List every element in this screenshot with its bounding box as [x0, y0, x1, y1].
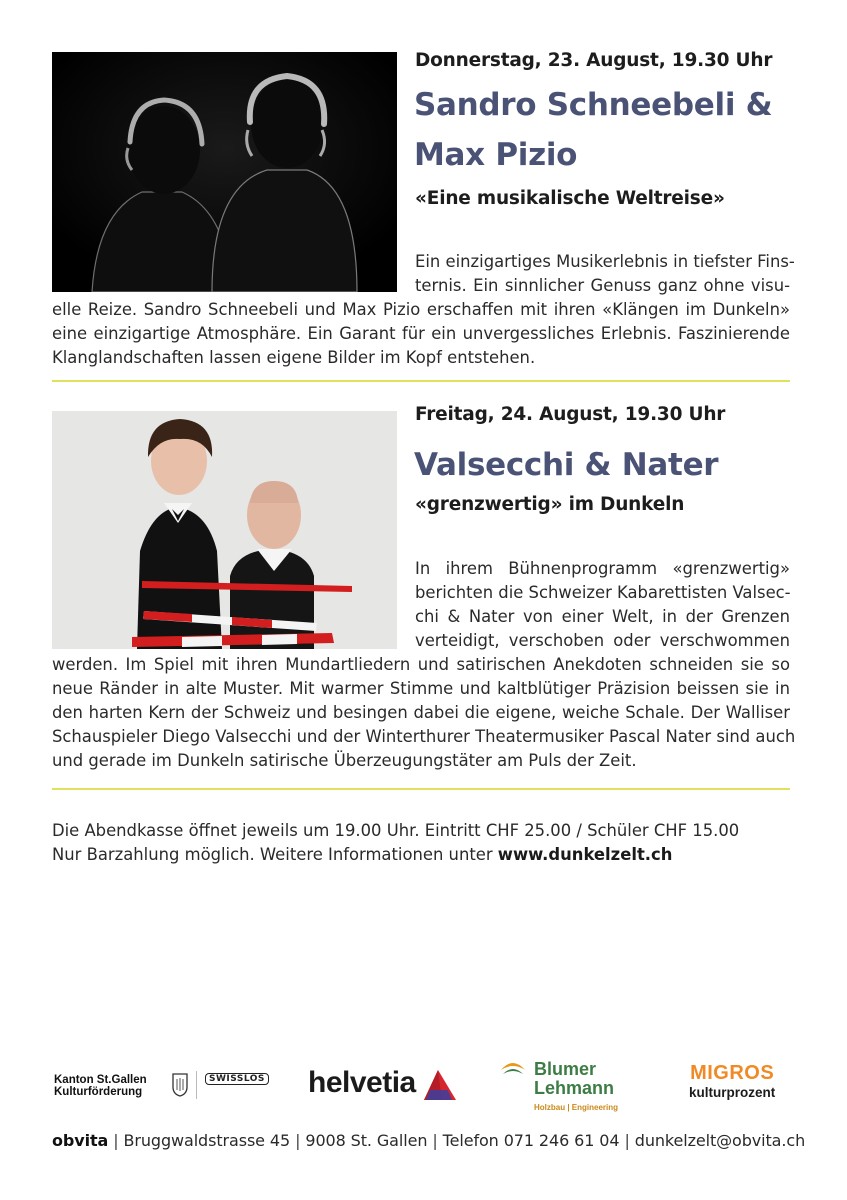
event2-body-line: Schauspieler Diego Valsecchi und der Winterthurer Theatermusiker Pascal Nater sind auch: [52, 727, 796, 746]
event1-description-full: [52, 298, 790, 370]
event2-body-line: berichten die Schweizer Kabarettisten Valsec-: [415, 583, 791, 602]
event2-description: [415, 557, 790, 653]
duo-wrapped-in-tape-image: [52, 411, 397, 649]
event2-photo: [52, 411, 397, 649]
footer-street: Bruggwaldstrasse 45: [123, 1131, 291, 1150]
kulturprozent-wordmark: kulturprozent: [689, 1085, 776, 1100]
event2-body-line: chi & Nater von einer Welt, in der Grenzen: [415, 607, 790, 626]
crest-icon: [172, 1073, 188, 1097]
footer-phone: Telefon 071 246 61 04: [442, 1131, 620, 1150]
event2-body-line: werden. Im Spiel mit ihren Mundartliedern und satirischen Anekdoten schneiden sie so: [52, 655, 790, 674]
event1-description: [415, 250, 795, 298]
migros-kulturprozent-logo: [689, 1062, 775, 1100]
swisslos-logo: SWISSLOS: [205, 1073, 269, 1085]
event1-body-line: ternis. Ein sinnlicher Genuss ganz ohne visu-: [415, 276, 790, 295]
info-line-1: Die Abendkasse öffnet jeweils um 19.00 Uhr. Eintritt CHF 25.00 / Schüler CHF 15.00: [52, 821, 740, 840]
footer-org: obvita: [52, 1131, 109, 1150]
event1-date: Donnerstag, 23. August, 19.30 Uhr: [415, 50, 773, 71]
silhouette-duo-image: [52, 52, 397, 292]
website-link[interactable]: www.dunkelzelt.ch: [497, 845, 673, 864]
blumer-tagline: Holzbau | Engineering: [534, 1103, 619, 1112]
event2-title: Valsecchi & Nater: [414, 447, 719, 483]
info-line-2-text: Nur Barzahlung möglich. Weitere Informationen unter: [52, 845, 498, 864]
event1-subtitle: «Eine musikalische Weltreise»: [415, 188, 725, 209]
event2-subtitle: «grenzwertig» im Dunkeln: [415, 494, 685, 515]
blumer-line1: Blumer: [534, 1059, 597, 1079]
event2-date: Freitag, 24. August, 19.30 Uhr: [415, 404, 726, 425]
footer-separator: |: [624, 1131, 630, 1150]
helvetia-triangle-icon: [422, 1068, 458, 1102]
event2-body-line: den harten Kern der Schweiz und besingen dabei die eigene, weiche Schale. Der Walliser: [52, 703, 790, 722]
event1-body-line: Klanglandschaften lassen eigene Bilder im Kopf entstehen.: [52, 348, 536, 367]
event1-body-line: eine einzigartige Atmosphäre. Ein Garant für ein unvergessliches Erlebnis. Faszinierende: [52, 324, 790, 343]
blumer-line2: Lehmann: [534, 1078, 615, 1098]
blumer-lehmann-leaf-icon: [500, 1058, 526, 1078]
migros-wordmark: MIGROS: [690, 1062, 775, 1084]
event1-photo: [52, 52, 397, 292]
kanton-line2: Kulturförderung: [54, 1086, 143, 1098]
footer-separator: |: [432, 1131, 438, 1150]
event2-body-line: neue Ränder in alte Muster. Mit warmer Stimme und kaltblütiger Präzision beissen sie in: [52, 679, 790, 698]
box-office-info: [52, 819, 739, 867]
footer-email[interactable]: dunkelzelt@obvita.ch: [634, 1131, 806, 1150]
helvetia-wordmark: helvetia: [308, 1066, 416, 1099]
divider-2: [52, 788, 790, 790]
event1-title-line2: Max Pizio: [414, 137, 578, 173]
event2-description-full: [52, 653, 796, 773]
event1-body-line: elle Reize. Sandro Schneebeli und Max Pizio erschaffen mit ihren «Klängen im Dunkeln»: [52, 300, 790, 319]
event1-title-line1: Sandro Schneebeli &: [414, 87, 773, 123]
event2-body-line: In ihrem Bühnenprogramm «grenzwertig»: [415, 559, 790, 578]
blumer-lehmann-logo: [534, 1060, 618, 1117]
helvetia-logo: [308, 1066, 416, 1100]
footer-city: 9008 St. Gallen: [305, 1131, 428, 1150]
event1-body-line: Ein einzigartiges Musikerlebnis in tiefster Fins-: [415, 252, 795, 271]
kanton-stgallen-logo: [54, 1074, 147, 1098]
divider-1: [52, 380, 790, 382]
footer-separator: |: [113, 1131, 119, 1150]
kanton-line1: Kanton St.Gallen: [54, 1074, 147, 1086]
info-line-2: [52, 843, 739, 867]
event2-body-line: und gerade im Dunkeln satirische Überzeugungstäter am Puls der Zeit.: [52, 751, 637, 770]
logo-divider: [196, 1071, 197, 1099]
footer-contact: [52, 1131, 805, 1150]
event2-body-line: verteidigt, verschoben oder verschwommen: [415, 631, 790, 650]
footer-separator: |: [295, 1131, 301, 1150]
